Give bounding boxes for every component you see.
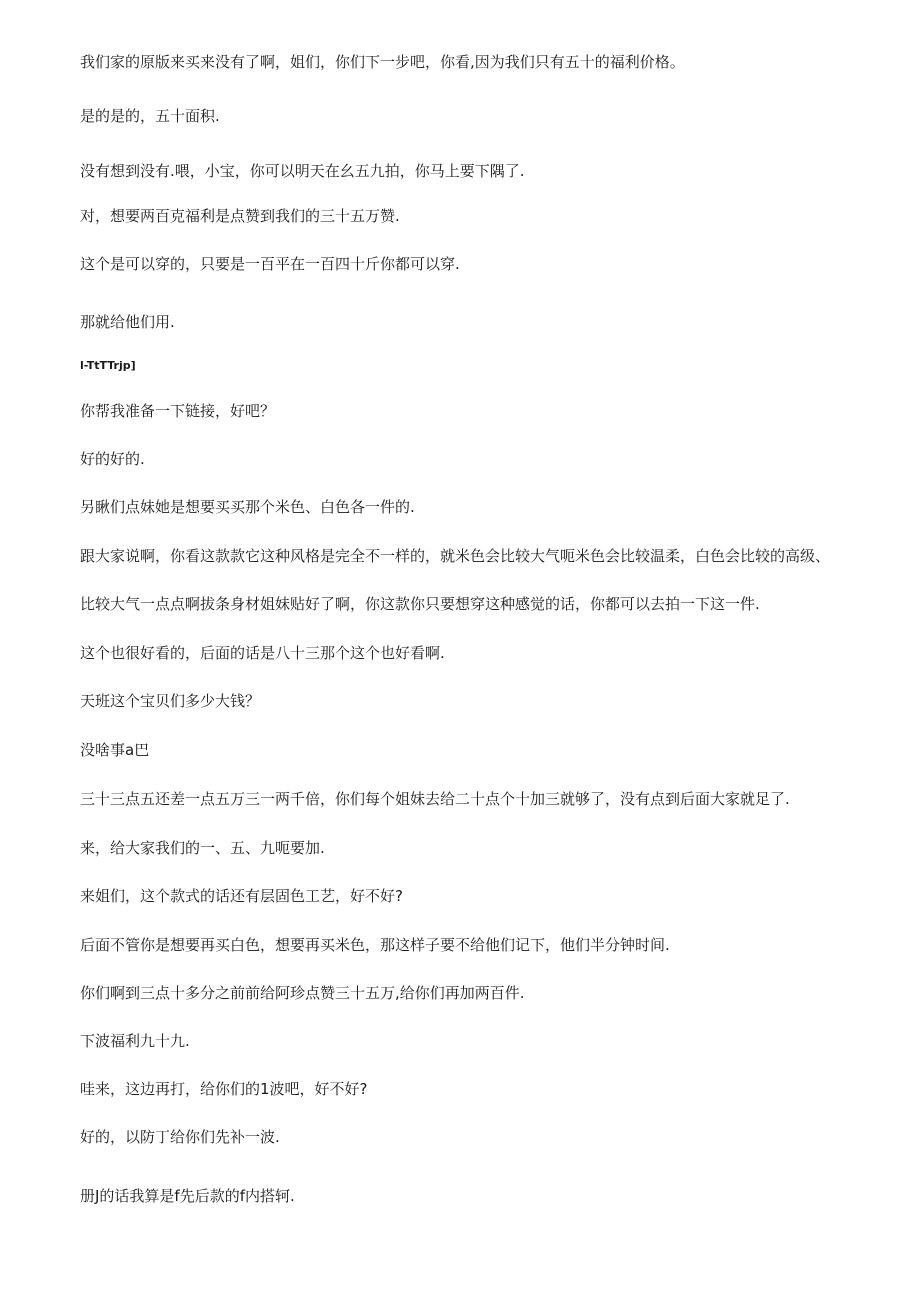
text-line-6: 那就给他们用. xyxy=(80,313,175,331)
text-line-18: 来姐们，这个款式的话还有层固色工艺，好不好? xyxy=(80,887,403,905)
text-line-14: 天班这个宝贝们多少大钱？ xyxy=(80,692,261,710)
text-line-5: 这个是可以穿的，只要是一百平在一百四十斤你都可以穿. xyxy=(80,255,460,273)
text-line-11: 跟大家说啊，你看这款款它这种风格是完全不一样的，就米色会比较大气呃米色会比较温柔，白色会比较的高级、 xyxy=(80,547,831,565)
text-line-19: 后面不管你是想要再买白色，想要再买米色，那这样子要不给他们记下，他们半分钟时间. xyxy=(80,936,670,954)
text-line-13: 这个也很好看的，后面的话是八十三那个这个也好看啊. xyxy=(80,644,445,662)
text-line-8: 你帮我准备一下链接，好吧？ xyxy=(80,402,276,420)
text-line-24: 册J的话我算是f先后款的f内搭轲. xyxy=(80,1187,295,1205)
text-line-21: 下波福利九十九. xyxy=(80,1032,190,1050)
text-line-9: 好的好的. xyxy=(80,450,145,468)
text-line-10: 另瞅们点妹她是想要买买那个米色、白色各一件的. xyxy=(80,498,415,516)
text-line-20: 你们啊到三点十多分之前前给阿珍点赞三十五万,给你们再加两百件. xyxy=(80,984,525,1002)
text-line-23: 好的，以防丁给你们先补一波. xyxy=(80,1128,280,1146)
text-line-3: 没有想到没有.喂，小宝，你可以明天在幺五九拍，你马上要下隅了. xyxy=(80,162,525,180)
text-line-22: 哇来，这边再打，给你们的1波吧，好不好? xyxy=(80,1080,368,1098)
text-line-4: 对，想要两百克福利是点赞到我们的三十五万赞. xyxy=(80,207,400,225)
text-line-2: 是的是的，五十面积. xyxy=(80,107,220,125)
text-line-15: 没啥事a巴 xyxy=(80,741,150,759)
text-line-1: 我们家的原版来买来没有了啊，姐们，你们下一步吧，你看,因为我们只有五十的福利价格。 xyxy=(80,53,685,71)
text-line-7: l-TtTTrjp] xyxy=(80,359,136,372)
text-line-17: 来，给大家我们的一、五、九呃要加. xyxy=(80,839,325,857)
text-line-12: 比较大气一点点啊拔条身材姐妹贴好了啊，你这款你只要想穿这种感觉的话，你都可以去拍一下这一件. xyxy=(80,595,760,613)
text-line-16: 三十三点五还差一点五万三一两千倍，你们每个姐妹去给二十点个十加三就够了，没有点到后面大家就足了. xyxy=(80,790,790,808)
